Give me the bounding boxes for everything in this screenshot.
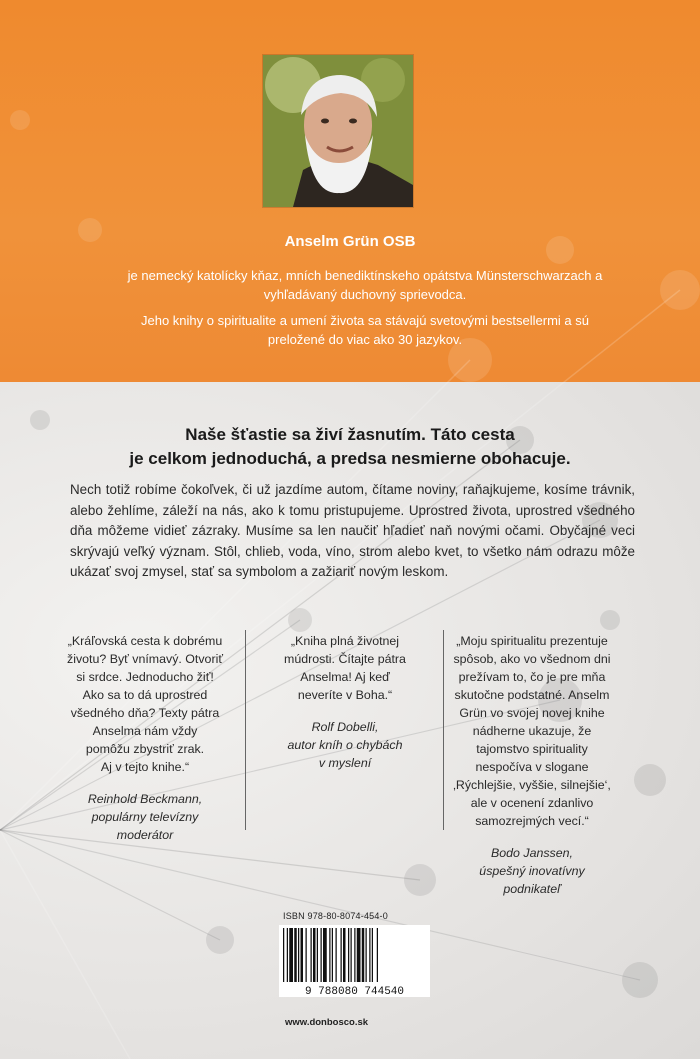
- attribution-line: Rolf Dobelli,: [311, 720, 379, 734]
- author-bio-2: Jeho knihy o spiritualite a umení života sa stávajú svetovými bestsellermi a sú preložené do viac ako 30 jazykov.: [141, 313, 589, 347]
- barcode-bar: [351, 928, 352, 982]
- barcode-bar: [354, 928, 355, 982]
- quote-line: skutočne podstatné. Anselm: [454, 688, 610, 702]
- quote-line: tajomstvo spirituality: [476, 742, 588, 756]
- quote-line: „Kráľovská cesta k dobrému: [67, 634, 223, 648]
- quote-line: „Kniha plná životnej: [290, 634, 400, 648]
- barcode-bar: [317, 928, 318, 982]
- attribution-line: autor kníh o chybách: [287, 738, 403, 752]
- quote-text: [447, 632, 617, 830]
- barcode-bar: [366, 928, 367, 982]
- attribution-line: populárny televízny: [91, 810, 199, 824]
- isbn-label: ISBN 978-80-8074-454-0: [283, 911, 388, 921]
- barcode-bar: [357, 928, 361, 982]
- barcode-icon: [279, 925, 430, 997]
- attribution-line: Bodo Janssen,: [491, 846, 573, 860]
- quote-line: Anselma nám vždy: [92, 724, 198, 738]
- barcode-bar: [321, 928, 322, 982]
- headline-line-2: je celkom jednoduchá, a predsa nesmierne obohacuje.: [129, 449, 571, 468]
- barcode-bar: [362, 928, 365, 982]
- attribution-line: Reinhold Beckmann,: [87, 792, 203, 806]
- quote-line: spôsob, ako vo všednom dni: [453, 652, 611, 666]
- quote-line: nespočíva v slogane: [475, 760, 589, 774]
- column-divider: [443, 630, 444, 830]
- quote-attribution: [447, 844, 617, 898]
- attribution-line: moderátor: [116, 828, 174, 842]
- quote-line: Ako sa to dá uprostred: [82, 688, 208, 702]
- quote-line: ale v ocenení zdanlivo: [470, 796, 594, 810]
- quote-text: [255, 632, 435, 704]
- barcode-bar: [343, 928, 346, 982]
- barcode-bar: [332, 928, 333, 982]
- barcode-bar: [294, 928, 297, 982]
- quote-line: Grün vo svojej novej knihe: [459, 706, 605, 720]
- quote-line: Aj v tejto knihe.“: [100, 760, 190, 774]
- attribution-line: v myslení: [318, 756, 372, 770]
- author-photo: [263, 55, 413, 207]
- barcode-bar: [329, 928, 330, 982]
- barcode-bar: [336, 928, 337, 982]
- quote-text: [55, 632, 235, 776]
- quote-line: nádherne ukazuje, že: [472, 724, 592, 738]
- quote-attribution: [255, 718, 435, 772]
- quote-line: životu? Byť vnímavý. Otvoriť: [67, 652, 223, 666]
- attribution-line: úspešný inovatívny: [479, 864, 585, 878]
- publisher-website: www.donbosco.sk: [285, 1017, 369, 1028]
- quote-janssen: [447, 632, 617, 898]
- barcode-bar: [313, 928, 316, 982]
- author-name: Anselm Grün OSB: [284, 233, 416, 250]
- headline: [110, 423, 590, 471]
- barcode-bar: [341, 928, 342, 982]
- quote-line: múdrosti. Čítajte pátra: [284, 652, 406, 666]
- quote-dobelli: [255, 632, 435, 772]
- barcode-bar: [372, 928, 373, 982]
- quote-line: „Moju spiritualitu prezentuje: [456, 634, 608, 648]
- barcode: [279, 925, 430, 997]
- barcode-bar: [298, 928, 299, 982]
- quote-beckmann: [55, 632, 235, 844]
- barcode-bar: [369, 928, 370, 982]
- quote-line: Anselma! Aj keď: [300, 670, 390, 684]
- quote-line: neveríte v Boha.“: [297, 688, 393, 702]
- quote-line: všedného dňa? Texty pátra: [70, 706, 220, 720]
- headline-line-1: Naše šťastie sa živí žasnutím. Táto cesta: [185, 425, 515, 444]
- barcode-bar: [289, 928, 293, 982]
- barcode-bar: [301, 928, 304, 982]
- quote-attribution: [55, 790, 235, 844]
- barcode-bar: [348, 928, 349, 982]
- barcode-bar: [311, 928, 312, 982]
- column-divider: [245, 630, 246, 830]
- barcode-bar: [323, 928, 327, 982]
- quote-line: pomôžu zbystriť zrak.: [85, 742, 205, 756]
- attribution-line: podnikateľ: [503, 882, 561, 896]
- barcode-bar: [283, 928, 284, 982]
- quote-line: samozrejmých vecí.“: [475, 814, 589, 828]
- barcode-bar: [287, 928, 288, 982]
- barcode-bar: [306, 928, 307, 982]
- quote-line: prežívam to, čo je pre mňa: [458, 670, 606, 684]
- blurb-text: Nech totiž robíme čokoľvek, či už jazdíme autom, čítame noviny, raňajkujeme, kosíme trávnik, alebo žehlíme, záleží na nás, ako k tomu pristupujeme. Uprostred života, uprostred všedného dňa môžeme vidieť zázraky. Musíme sa len naučiť hľadieť naň novými očami. Obyčajné veci skrývajú veľký význam. Stôl, chlieb, voda, víno, strom alebo kvet, to všetko nám odrazu môže ukázať svoj zmysel, stať sa symbolom a zažiariť novým leskom.: [70, 482, 635, 579]
- barcode-digits: 9 788080 744540: [304, 986, 405, 997]
- quote-line: si srdce. Jednoducho žiť!: [76, 670, 214, 684]
- author-bio-1: je nemecký katolícky kňaz, mních benediktínskeho opátstva Münsterschwarzach a vyhľadávaný duchovný sprievodca.: [127, 268, 603, 302]
- barcode-bar: [377, 928, 378, 982]
- quote-line: ‚Rýchlejšie, vyššie, silnejšie‘,: [453, 778, 611, 792]
